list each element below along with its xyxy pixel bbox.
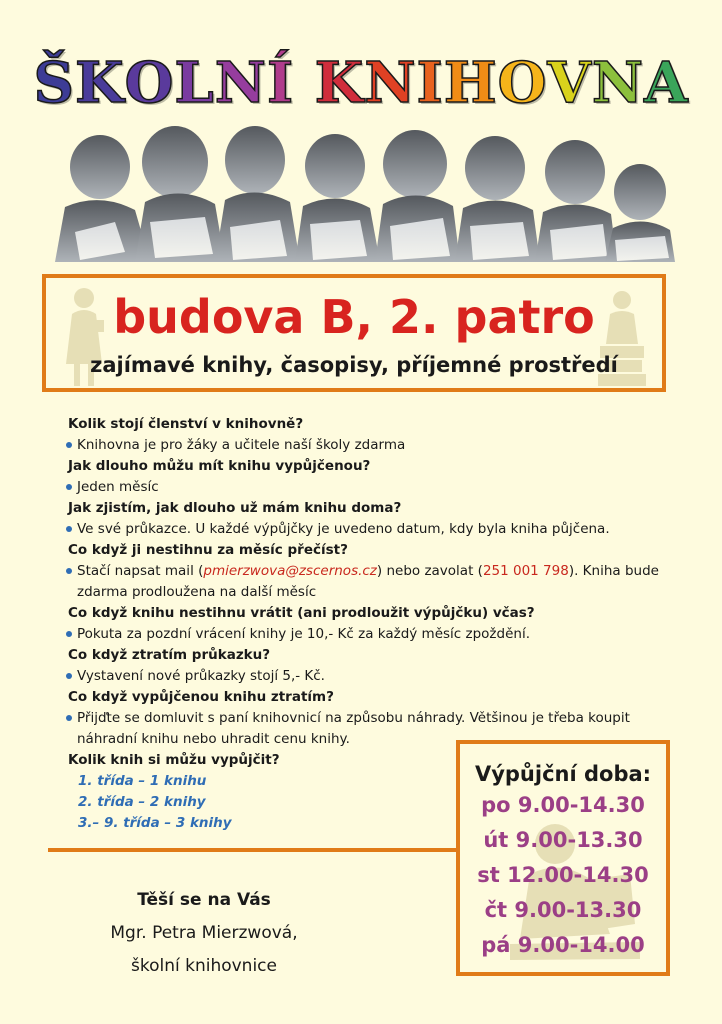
faq-answer xyxy=(66,435,666,456)
poster-title xyxy=(0,48,722,118)
title-letter: Š xyxy=(33,50,75,116)
title-letter: O xyxy=(124,50,175,116)
opening-hours-box xyxy=(456,740,670,976)
signature-block xyxy=(60,884,348,983)
faq-question: Co když ji nestihnu za měsíc přečíst? xyxy=(68,542,348,558)
bullet-icon xyxy=(66,526,72,532)
title-letter: Í xyxy=(266,50,295,116)
title-letter: N xyxy=(364,50,417,116)
hours-row: st 12.00-14.30 xyxy=(477,863,649,887)
faq-question: Co když ztratím průkazku? xyxy=(68,647,271,663)
faq-answer-text: Vystavení nové průkazky stojí 5,- Kč. xyxy=(77,668,325,684)
faq-answer-text: Ve své průkazce. U každé výpůjčky je uvedeno datum, kdy byla kniha půjčena. xyxy=(77,521,610,537)
bullet-icon xyxy=(66,484,72,490)
section-divider xyxy=(48,848,460,852)
signature-greeting: Těší se na Vás xyxy=(137,890,271,910)
bullet-icon xyxy=(66,715,72,721)
title-letter: A xyxy=(644,50,689,116)
hours-row: pá 9.00-14.00 xyxy=(481,933,645,957)
title-letter: N xyxy=(591,50,645,116)
librarian-phone: 251 001 798 xyxy=(482,563,569,579)
faq-answer xyxy=(66,477,666,498)
bullet-icon xyxy=(66,442,72,448)
loan-limit-item: 3.– 9. třída – 3 knihy xyxy=(78,815,232,831)
signature-name: Mgr. Petra Mierzwová, xyxy=(110,923,298,943)
library-location: budova B, 2. patro xyxy=(113,290,595,344)
faq-answer-text: Stačí napsat mail ( xyxy=(77,563,204,579)
title-letter: H xyxy=(443,50,498,116)
faq-answer-text: Přijďte se domluvit s paní knihovnicí na způsobu náhrady. Většinou je třeba koupit náhradní knihu nebo uhradit cenu knihy. xyxy=(77,710,630,747)
title-letter: K xyxy=(314,50,365,116)
bullet-icon xyxy=(66,568,72,574)
faq-answer-text: Knihovna je pro žáky a učitele naší školy zdarma xyxy=(77,437,406,453)
title-letter: I xyxy=(416,50,444,116)
title-letter: N xyxy=(214,50,267,116)
title-letter: L xyxy=(174,50,215,116)
bullet-icon xyxy=(66,631,72,637)
faq-answer-text: Pokuta za pozdní vrácení knihy je 10,- Kč za každý měsíc zpoždění. xyxy=(77,626,530,642)
faq-answer xyxy=(66,519,666,540)
hours-row: út 9.00-13.30 xyxy=(483,828,643,852)
loan-limit-item: 2. třída – 2 knihy xyxy=(78,794,206,810)
hours-row: po 9.00-14.30 xyxy=(481,793,645,817)
title-letter: V xyxy=(547,50,592,116)
faq-answer xyxy=(66,666,666,687)
signature-role: školní knihovnice xyxy=(130,956,277,976)
faq-answer xyxy=(66,624,666,645)
location-box xyxy=(42,274,666,392)
faq-question: Jak zjistím, jak dlouho už mám knihu doma? xyxy=(68,500,402,516)
faq-answer-text: ) nebo zavolat ( xyxy=(376,563,483,579)
faq-question: Jak dlouho můžu mít knihu vypůjčenou? xyxy=(68,458,371,474)
faq-answer-text: ). Kniha bude zdarma prodloužena na další měsíc xyxy=(77,563,659,600)
reading-children-illustration xyxy=(55,122,675,262)
loan-limit-item: 1. třída – 1 knihu xyxy=(78,773,207,789)
faq-answer-text: Jeden měsíc xyxy=(77,479,159,495)
faq-question: Co když vypůjčenou knihu ztratím? xyxy=(68,689,334,705)
title-letter: O xyxy=(497,50,548,116)
hours-row: čt 9.00-13.30 xyxy=(484,898,642,922)
bullet-icon xyxy=(66,673,72,679)
faq-question: Kolik knih si můžu vypůjčit? xyxy=(68,752,280,768)
title-space xyxy=(294,48,315,118)
faq-answer xyxy=(66,561,666,603)
library-tagline: zajímavé knihy, časopisy, příjemné prostředí xyxy=(90,353,618,377)
faq-question: Co když knihu nestihnu vrátit (ani prodloužit výpůjčku) včas? xyxy=(68,605,535,621)
librarian-email-link[interactable]: pmierzwova@zscernos.cz xyxy=(203,563,377,579)
title-letter: K xyxy=(74,50,125,116)
hours-title: Výpůjční doba: xyxy=(474,762,652,786)
faq-question: Kolik stojí členství v knihovně? xyxy=(68,416,304,432)
